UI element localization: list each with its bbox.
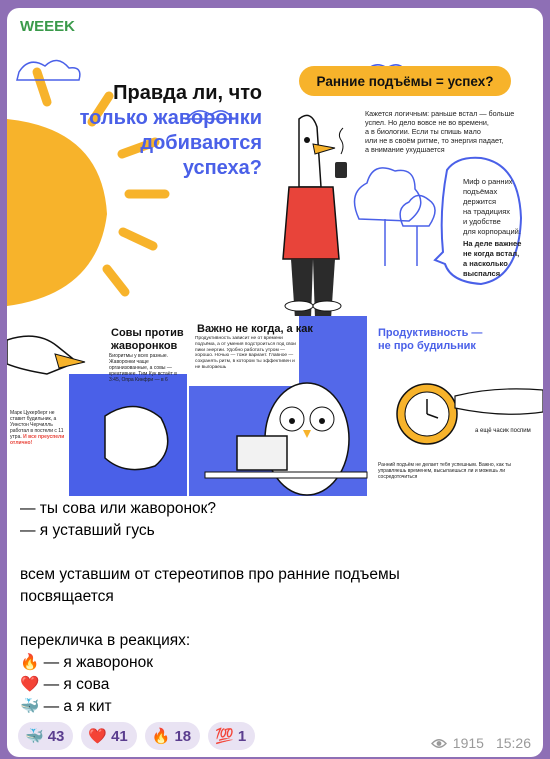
message-line: всем уставшим от стереотипов про ранние подъемы [20,566,400,583]
comic-strip [7,316,543,496]
post-image[interactable] [7,44,543,496]
heading-line3: добиваются [140,132,262,154]
reaction-whale[interactable] [18,722,73,750]
panel1-title: жаворонков [111,340,178,352]
panel1-title: Совы против [111,327,184,339]
bubble-text: и удобстве [463,217,501,226]
fire-icon: 🔥 [151,728,171,745]
message-meta [431,735,531,751]
reaction-fire[interactable] [145,722,200,750]
panel3-bubble: а ещё часик поспим [475,428,531,434]
sleeping-cat-icon [105,406,168,469]
reaction-heart[interactable] [81,722,136,750]
reaction-count: 18 [174,727,192,745]
bubble-text: а насколько [463,259,508,268]
panel1-note: Марк Цукерберг не ставит будильник, а Уинстон Черчилль работал в постели с 11 утра. [10,410,64,440]
message-line: — ты сова или жаворонок? [20,500,217,517]
reaction-count: 43 [47,727,65,745]
bubble-text: для корпораций. [463,227,521,236]
bubble-text: держится [463,197,497,206]
reaction-count: 41 [111,727,128,745]
message-line [20,652,153,674]
eye-icon [431,738,447,749]
panel2-title: Важно не когда, а как [197,323,313,335]
callout-text: а внимание ухудшается [365,145,445,154]
bubble-text: На деле важнее [463,239,522,248]
alarm-clock-icon [397,384,457,444]
reaction-hundred[interactable] [208,722,255,750]
view-count: 1915 [452,735,484,751]
panel3-title: не про будильник [378,340,476,352]
panel1-note-bold: И все преуспели отлично! [10,434,65,446]
callout-text: успел. Но дело вовсе не во времени, [365,118,489,127]
bubble-text: подъёмах [463,187,498,196]
callout-text: Кажется логичным: раньше встал — больше [365,109,515,118]
message-text: — а я кит [39,698,112,715]
bubble-text: Миф о ранних [463,177,513,186]
illustration [7,44,543,496]
laptop-icon [237,436,287,470]
wing-icon [455,389,543,414]
message-line: посвящается [20,588,114,605]
message-card [7,8,543,757]
message-line: — я уставший гусь [20,522,155,539]
whale-icon: 🐳 [25,728,44,745]
bubble-text: не когда встал, [463,249,520,258]
message-line [20,696,112,718]
heart-icon: ❤️ [88,728,108,745]
callout-text: или не в своём ритме, то энергия падает, [365,136,504,145]
bubble-text: выспался [463,269,501,278]
message-time: 15:26 [495,735,531,751]
callout-title: Ранние подъёмы = успех? [316,74,494,89]
reaction-count: 1 [237,727,247,745]
panel2-text: Продуктивность зависит не от времени подъёма, а от умения подстроиться под свои пики энергии. Удобно работать утром — хорошо. Ночью — тоже вариант. Главное — сохранять ритм, в котором ты эффективен и не выгораешь [195,336,296,370]
panel1-text: Биоритмы у всех разные. Жаворонки чаще организованные, а совы — креативнее. Тим Кук встаёт в 3:45, Опра Кинфри — в 6 [109,353,177,383]
fire-icon: 🔥 [20,654,40,671]
channel-name[interactable]: WEEEK [20,18,76,35]
panel3-text: Ранний подъём не делает тебя успешным. Важно, как ты управляешь временем, высыпаешься ли и можешь ли сосредоточиться [378,462,511,480]
whale-icon: 🐳 [20,698,40,715]
heart-icon: ❤️ [20,676,40,693]
callout-text: а в биологии. Если ты спишь мало [365,127,481,136]
message-line: перекличка в реакциях: [20,632,191,649]
message-text: — я жаворонок [39,654,153,671]
message-text: — я сова [39,676,110,693]
heading-line1: Правда ли, что [113,82,262,104]
bubble-text: на традициях [463,207,511,216]
hundred-icon: 💯 [215,728,234,745]
reactions-bar [18,722,255,750]
heading-line2: только жаворонки [79,107,262,129]
heading-line4: успеха? [182,157,262,179]
message-line [20,674,109,696]
panel3-title: Продуктивность — [378,327,483,339]
